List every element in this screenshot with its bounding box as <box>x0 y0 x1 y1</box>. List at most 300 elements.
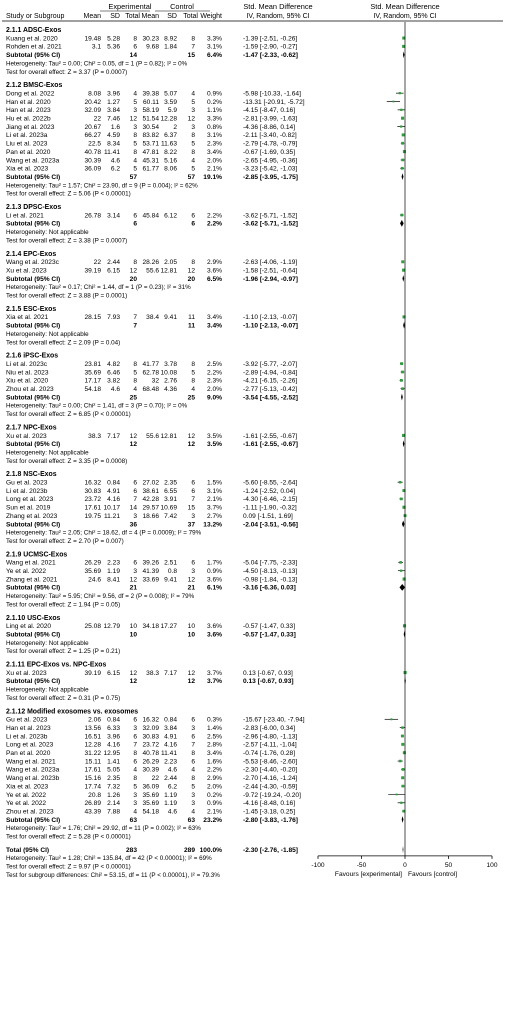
study-name: Zhou et al. 2023 <box>6 808 54 816</box>
exp-total: 8 <box>133 775 137 783</box>
exp-sd: 4.6 <box>110 386 120 393</box>
subgroup-stat: Heterogeneity: Tau² = 1.57; Chi² = 23.90, df = 9 (P = 0.004); I² = 62% <box>6 182 198 190</box>
subgroup-stat: Test for overall effect: Z = 1.94 (P = 0.05) <box>6 601 121 609</box>
exp-total: 4 <box>133 90 137 98</box>
effect-square <box>400 379 403 382</box>
subtotal-ctrl-total: 20 <box>187 275 195 283</box>
ctrl-mean: 29.57 <box>142 504 159 512</box>
exp-total: 8 <box>133 259 137 267</box>
subgroup-title: 2.1.11 EPC-Exos vs. NPC-Exos <box>6 661 107 669</box>
weight-value: 3.6% <box>206 576 222 584</box>
ctrl-sd: 17.27 <box>160 623 177 631</box>
weight-value: 1.1% <box>206 107 222 115</box>
study-column-header: Study or Subgroup <box>6 13 65 20</box>
smd-subheader: IV, Random, 95% CI <box>246 13 310 20</box>
subtotal-ci: -1.61 [-2.55, -0.67] <box>243 441 298 449</box>
subtotal-label: Subtotal (95% CI) <box>6 521 61 529</box>
subtotal-exp-total: 57 <box>129 173 137 181</box>
exp-total: 3 <box>133 724 137 732</box>
smd-ci-value: -2.57 [-4.11, -1.04] <box>243 741 297 749</box>
subtotal-label: Subtotal (95% CI) <box>6 816 61 824</box>
effect-square <box>402 133 405 136</box>
total-ctrl: 289 <box>183 846 195 854</box>
exp-sd: 1.26 <box>107 791 120 799</box>
experimental-header: Experimental <box>108 2 152 11</box>
exp-sd: 5.36 <box>107 43 120 51</box>
exp-total: 6 <box>133 479 137 487</box>
ctrl-mean: 26.29 <box>142 758 159 766</box>
x-tick-label: -100 <box>311 861 325 869</box>
subtotal-weight: 6.5% <box>206 275 222 283</box>
smd-ci-value: -1.10 [-2.13, -0.07] <box>243 314 298 322</box>
smd-ci-value: -13.31 [-20.91, -5.72] <box>243 98 305 106</box>
subtotal-weight: 3.5% <box>206 441 222 449</box>
ctrl-sd: 12.28 <box>160 115 177 123</box>
mean-header: Mean <box>141 13 159 20</box>
exp-total: 4 <box>133 386 137 393</box>
exp-mean: 8.08 <box>88 90 101 98</box>
exp-total: 8 <box>133 35 137 43</box>
sd-header: SD <box>167 13 177 20</box>
study-name: Pan et al. 2020 <box>6 148 51 156</box>
ctrl-mean: 41.77 <box>142 360 159 368</box>
smd-ci-value: -15.67 [-23.40, -7.94] <box>243 716 305 724</box>
study-name: Li et al. 2023a <box>6 132 48 140</box>
weight-value: 1.7% <box>206 559 222 567</box>
exp-sd: 2.44 <box>107 259 120 267</box>
total-header: Total <box>183 13 198 20</box>
subtotal-exp-total: 6 <box>133 220 137 228</box>
ctrl-total: 3 <box>191 724 195 732</box>
subtotal-weight: 23.2% <box>203 816 222 824</box>
ctrl-total: 6 <box>191 559 195 567</box>
weight-value: 3.3% <box>206 115 222 123</box>
ctrl-total: 4 <box>191 766 195 774</box>
weight-value: 0.8% <box>206 123 222 131</box>
ctrl-mean: 68.48 <box>142 386 159 393</box>
smd-ci-value: -5.04 [-7.75, -2.33] <box>243 559 298 567</box>
exp-mean: 22 <box>93 115 101 123</box>
ctrl-total: 8 <box>191 148 195 156</box>
ctrl-sd: 3.91 <box>164 496 177 504</box>
weight-value: 2.5% <box>206 360 222 368</box>
ctrl-mean: 42.28 <box>142 496 159 504</box>
subtotal-exp-total: 12 <box>129 441 137 449</box>
ctrl-mean: 32 <box>151 377 159 385</box>
subgroup-stat: Heterogeneity: Not applicable <box>6 639 89 647</box>
subtotal-weight: 9.0% <box>206 394 222 402</box>
subtotal-ctrl-total: 6 <box>191 220 195 228</box>
ctrl-sd: 1.19 <box>164 791 177 799</box>
exp-mean: 19.75 <box>84 512 101 520</box>
smd-ci-value: -1.61 [-2.55, -0.67] <box>243 432 298 440</box>
ctrl-mean: 27.02 <box>142 479 159 487</box>
sd-header: SD <box>110 13 120 20</box>
ctrl-mean: 33.69 <box>142 576 159 584</box>
subgroup-stat: Heterogeneity: Not applicable <box>6 686 89 694</box>
weight-value: 0.2% <box>206 98 222 106</box>
ctrl-total: 6 <box>191 479 195 487</box>
ctrl-sd: 2.05 <box>164 259 177 267</box>
ctrl-total: 5 <box>191 140 195 148</box>
weight-value: 3.4% <box>206 314 222 322</box>
subtotal-diamond <box>403 440 405 447</box>
subgroup-title: 2.1.8 NSC-Exos <box>6 471 57 479</box>
subtotal-ci: -1.47 [-2.33, -0.62] <box>243 52 298 60</box>
smd-ci-value: -5.53 [-8.46, -2.60] <box>243 758 298 766</box>
exp-mean: 2.06 <box>88 716 101 724</box>
exp-total: 6 <box>133 487 137 495</box>
ctrl-sd: 2.51 <box>164 559 177 567</box>
smd-ci-value: -3.62 [-5.71, -1.52] <box>243 212 298 220</box>
exp-total: 8 <box>133 148 137 156</box>
ctrl-sd: 2.76 <box>164 377 177 385</box>
weight-value: 2.2% <box>206 369 222 377</box>
subtotal-ci: -2.80 [-3.83, -1.76] <box>243 816 298 824</box>
subtotal-exp-total: 14 <box>129 52 137 60</box>
study-name: Gu et al. 2023 <box>6 716 48 724</box>
ctrl-sd: 12.81 <box>160 267 177 275</box>
exp-total: 7 <box>133 496 137 504</box>
exp-sd: 2.23 <box>107 559 120 567</box>
exp-sd: 6.46 <box>107 369 120 377</box>
exp-total: 3 <box>133 107 137 115</box>
subtotal-weight: 19.1% <box>203 173 222 181</box>
ctrl-sd: 9.41 <box>164 314 177 322</box>
smd-ci-value: -2.89 [-4.94, -0.84] <box>243 369 298 377</box>
study-name: Zhang et al. 2023 <box>6 512 58 520</box>
smd-ci-value: -4.16 [-8.48, 0.16] <box>243 800 296 808</box>
ctrl-sd: 4.16 <box>164 741 177 749</box>
smd-ci-value: -1.45 [-3.18, 0.25] <box>243 808 296 816</box>
weight-value: 2.3% <box>206 377 222 385</box>
exp-total: 6 <box>133 733 137 741</box>
smd-ci-value: -2.81 [-3.99, -1.63] <box>243 115 298 123</box>
effect-square <box>400 214 403 217</box>
subgroup-stat: Test for overall effect: Z = 3.88 (P = 0.0001) <box>6 292 128 300</box>
effect-square <box>400 125 402 127</box>
ctrl-mean: 28.26 <box>142 259 159 267</box>
smd-ci-value: -3.92 [-5.77, -2.07] <box>243 360 298 368</box>
effect-square <box>399 481 402 484</box>
effect-square <box>401 260 404 263</box>
study-name: Dong et al. 2022 <box>6 90 55 98</box>
ctrl-total: 12 <box>187 576 195 584</box>
subgroup-stat: Heterogeneity: Tau² = 5.95; Chi² = 9.56, df = 2 (P = 0.008); I² = 79% <box>6 593 195 601</box>
exp-total: 12 <box>129 432 137 440</box>
ctrl-sd: 3.84 <box>164 724 177 732</box>
study-name: Wang et al. 2021 <box>6 758 56 766</box>
exp-mean: 17.17 <box>84 377 101 385</box>
exp-mean: 20.67 <box>84 123 101 131</box>
subtotal-label: Subtotal (95% CI) <box>6 52 61 60</box>
exp-mean: 12.28 <box>84 741 101 749</box>
ctrl-mean: 30.54 <box>142 123 159 131</box>
ctrl-sd: 8.06 <box>164 165 177 173</box>
study-name: Li et al. 2023b <box>6 487 48 495</box>
smd-ci-value: -1.24 [-2.52, 0.04] <box>243 487 296 495</box>
weight-value: 3.4% <box>206 750 222 757</box>
ctrl-total: 12 <box>187 432 195 440</box>
effect-square <box>401 117 404 120</box>
subtotal-ctrl-total: 15 <box>187 52 195 60</box>
exp-total: 5 <box>133 140 137 148</box>
subtotal-ctrl-total: 25 <box>187 394 195 402</box>
x-tick-label: 100 <box>486 861 498 869</box>
ctrl-mean: 47.81 <box>142 148 159 156</box>
exp-total: 4 <box>133 808 137 816</box>
subtotal-exp-total: 20 <box>129 275 137 283</box>
subgroup-stat: Test for overall effect: Z = 3.35 (P = 0.0008) <box>6 457 128 465</box>
ctrl-total: 6 <box>191 733 195 741</box>
smd-ci-value: -2.30 [-4.40, -0.20] <box>243 766 298 774</box>
subgroup-title: 2.1.6 iPSC-Exos <box>6 352 59 360</box>
exp-sd: 5.05 <box>107 766 120 774</box>
exp-sd: 4.6 <box>110 157 120 165</box>
ctrl-total: 12 <box>187 267 195 275</box>
smd-plot-subheader: IV, Random, 95% CI <box>373 13 437 20</box>
exp-total: 3 <box>133 791 137 799</box>
subtotal-weight: 13.2% <box>203 521 222 529</box>
control-header: Control <box>170 2 194 11</box>
weight-value: 3.7% <box>206 669 222 677</box>
weight-value: 2.0% <box>206 157 222 165</box>
subtotal-exp-total: 7 <box>133 322 137 330</box>
study-name: Zhang et al. 2021 <box>6 576 58 584</box>
exp-sd: 3.82 <box>107 377 120 385</box>
study-name: Zhou et al. 2023 <box>6 386 54 393</box>
exp-mean: 17.61 <box>84 504 101 512</box>
study-name: Pan et al. 2020 <box>6 750 51 757</box>
study-name: Ye et al. 2022 <box>6 791 47 799</box>
subtotal-ci: -2.85 [-3.95, -1.75] <box>243 173 298 181</box>
exp-total: 5 <box>133 165 137 173</box>
subgroup-title: 2.1.1 ADSC-Exos <box>6 27 62 34</box>
ctrl-sd: 0.8 <box>167 568 177 575</box>
ctrl-mean: 18.66 <box>142 512 159 520</box>
ctrl-total: 5 <box>191 98 195 106</box>
ctrl-total: 15 <box>187 504 195 512</box>
subgroup-stat: Heterogeneity: Not applicable <box>6 449 89 457</box>
weight-header: Weight <box>200 13 222 20</box>
ctrl-mean: 53.71 <box>142 140 159 148</box>
ctrl-mean: 45.31 <box>142 157 159 165</box>
total-weight: 100.0% <box>199 846 222 854</box>
effect-square <box>400 362 403 365</box>
ctrl-total: 4 <box>191 90 195 98</box>
study-name: Li et al. 2023c <box>6 360 48 368</box>
exp-sd: 3.96 <box>107 90 120 98</box>
study-name: Xu et al. 2023 <box>6 669 47 677</box>
subgroup-stat: Test for overall effect: Z = 3.37 (P = 0.0007) <box>6 68 128 76</box>
ctrl-sd: 5.07 <box>164 90 177 98</box>
study-name: Sun et al. 2019 <box>6 504 51 512</box>
subtotal-diamond <box>400 220 404 227</box>
subgroup-title: 2.1.5 ESC-Exos <box>6 305 57 313</box>
ctrl-sd: 11.63 <box>160 140 177 148</box>
ctrl-mean: 38.61 <box>142 487 159 495</box>
exp-sd: 8.41 <box>107 576 120 584</box>
exp-sd: 4.16 <box>107 496 120 504</box>
exp-sd: 12.95 <box>103 750 120 757</box>
weight-value: 2.0% <box>206 386 222 393</box>
ctrl-sd: 2 <box>173 123 177 131</box>
weight-value: 0.9% <box>206 800 222 808</box>
ctrl-sd: 4.36 <box>164 386 177 393</box>
smd-ci-value: -9.72 [-19.24, -0.20] <box>243 791 301 799</box>
overall-stat: Heterogeneity: Tau² = 1.28; Chi² = 135.84, df = 42 (P < 0.00001); I² = 69% <box>6 855 212 863</box>
study-name: Jiang et al. 2023 <box>6 123 55 131</box>
effect-square <box>401 159 404 162</box>
subgroup-stat: Test for overall effect: Z = 5.06 (P < 0.00001) <box>6 190 131 198</box>
subgroup-stat: Heterogeneity: Tau² = 2.05; Chi² = 18.62, df = 4 (P = 0.0009); I² = 79% <box>6 529 202 537</box>
smd-ci-value: 0.09 [-1.51, 1.69] <box>243 512 293 520</box>
subtotal-ctrl-total: 21 <box>187 584 195 592</box>
exp-sd: 8.34 <box>107 140 120 148</box>
study-name: Ye et al. 2022 <box>6 800 47 808</box>
subtotal-weight: 6.4% <box>206 52 222 60</box>
smd-ci-value: -1.59 [-2.90, -0.27] <box>243 43 298 51</box>
effect-square <box>403 624 406 627</box>
exp-total: 12 <box>129 669 137 677</box>
weight-value: 0.9% <box>206 90 222 98</box>
ctrl-sd: 6.55 <box>164 487 177 495</box>
exp-sd: 0.84 <box>107 479 120 487</box>
subgroup-stat: Test for overall effect: Z = 2.70 (P = 0.007) <box>6 537 124 545</box>
ctrl-sd: 4.91 <box>164 733 177 741</box>
ctrl-total: 11 <box>188 314 195 322</box>
subgroup-stat: Heterogeneity: Tau² = 0.00; Chi² = 0.05, df = 1 (P = 0.82); I² = 0% <box>6 60 188 68</box>
effect-square <box>399 561 402 564</box>
weight-value: 2.1% <box>206 496 222 504</box>
effect-square <box>396 794 398 796</box>
exp-sd: 2.14 <box>107 800 120 808</box>
exp-mean: 16.51 <box>84 733 101 741</box>
ctrl-mean: 51.54 <box>142 115 159 123</box>
ctrl-mean: 16.32 <box>142 716 159 724</box>
exp-total: 6 <box>133 716 137 724</box>
subtotal-diamond <box>402 275 404 282</box>
subtotal-label: Subtotal (95% CI) <box>6 275 61 283</box>
ctrl-mean: 22 <box>151 775 159 783</box>
ctrl-sd: 0.84 <box>164 716 177 724</box>
study-name: Kuang et al. 2020 <box>6 35 58 43</box>
exp-total: 4 <box>133 157 137 165</box>
exp-mean: 17.74 <box>84 783 101 791</box>
ctrl-mean: 30.39 <box>142 766 159 774</box>
ctrl-sd: 12.81 <box>160 432 177 440</box>
ctrl-total: 3 <box>191 800 195 808</box>
subtotal-diamond <box>399 584 405 591</box>
ctrl-sd: 6.37 <box>164 132 177 140</box>
ctrl-mean: 32.09 <box>142 724 159 732</box>
ctrl-sd: 6.2 <box>167 783 177 791</box>
subgroup-title: 2.1.9 UCMSC-Exos <box>6 551 68 559</box>
study-name: Han et al. 2023 <box>6 107 51 115</box>
study-name: Han et al. 2023 <box>6 724 51 732</box>
subtotal-ci: -1.10 [-2.13, -0.07] <box>243 322 298 330</box>
smd-ci-value: -4.21 [-6.15, -2.26] <box>243 377 298 385</box>
ctrl-sd: 2.35 <box>164 479 177 487</box>
subtotal-exp-total: 25 <box>129 394 137 402</box>
exp-mean: 31.22 <box>84 750 101 757</box>
ctrl-total: 3 <box>191 568 195 575</box>
ctrl-total: 8 <box>191 35 195 43</box>
exp-sd: 2.35 <box>107 775 120 783</box>
subtotal-exp-total: 63 <box>129 816 137 824</box>
subtotal-ctrl-total: 63 <box>187 816 195 824</box>
subtotal-ci: -3.54 [-4.55, -2.52] <box>243 394 298 402</box>
ctrl-sd: 7.17 <box>164 669 177 677</box>
smd-ci-value: -2.65 [-4.95, -0.36] <box>243 157 298 165</box>
effect-square <box>399 760 402 763</box>
ctrl-mean: 34.18 <box>142 623 159 631</box>
subtotal-ci: -2.04 [-3.51, -0.56] <box>243 521 298 529</box>
exp-total: 5 <box>133 98 137 106</box>
subtotal-diamond <box>401 394 403 401</box>
ctrl-total: 4 <box>191 808 195 816</box>
ctrl-total: 7 <box>191 496 195 504</box>
smd-ci-value: -2.77 [-5.13, -0.42] <box>243 386 298 393</box>
effect-square <box>401 743 404 746</box>
exp-mean: 39.19 <box>84 267 101 275</box>
ctrl-sd: 3.59 <box>164 98 177 106</box>
exp-total: 5 <box>133 369 137 377</box>
total-exp: 283 <box>125 846 137 854</box>
weight-value: 3.6% <box>206 623 222 631</box>
effect-square <box>402 768 405 771</box>
subgroup-stat: Heterogeneity: Tau² = 1.76; Chi² = 29.92, df = 11 (P = 0.002); I² = 63% <box>6 825 201 833</box>
weight-value: 2.8% <box>206 741 222 749</box>
exp-total: 8 <box>133 360 137 368</box>
exp-sd: 7.17 <box>107 432 120 440</box>
smd-ci-value: -4.15 [-8.47, 0.16] <box>243 107 296 115</box>
exp-mean: 66.27 <box>84 132 101 140</box>
study-name: Rohden et al. 2021 <box>6 43 62 51</box>
smd-ci-value: -0.98 [-1.84, -0.13] <box>243 576 298 584</box>
ctrl-total: 3 <box>191 123 195 131</box>
exp-mean: 28.15 <box>84 314 101 322</box>
ctrl-sd: 8.92 <box>164 35 177 43</box>
smd-plot-header: Std. Mean Difference <box>370 2 440 11</box>
smd-ci-value: -2.63 [-4.06, -1.19] <box>243 259 298 267</box>
exp-sd: 12.79 <box>103 623 120 631</box>
subgroup-title: 2.1.7 NPC-Exos <box>6 424 57 432</box>
subtotal-diamond <box>402 816 404 823</box>
exp-mean: 25.08 <box>84 623 101 631</box>
exp-total: 3 <box>133 568 137 575</box>
exp-total: 8 <box>133 132 137 140</box>
study-name: Wang et al. 2023c <box>6 259 59 267</box>
exp-sd: 1.6 <box>110 123 120 131</box>
weight-value: 3.4% <box>206 148 222 156</box>
subgroup-stat: Test for overall effect: Z = 3.38 (P = 0.0007) <box>6 237 128 245</box>
ctrl-mean: 61.77 <box>142 165 159 173</box>
weight-value: 1.4% <box>206 724 222 732</box>
subgroup-stat: Heterogeneity: Tau² = 0.00; Chi² = 1.41, df = 3 (P = 0.70); I² = 0% <box>6 402 188 410</box>
ctrl-total: 7 <box>191 741 195 749</box>
exp-total: 12 <box>129 115 137 123</box>
subgroup-stat: Heterogeneity: Not applicable <box>6 330 89 338</box>
smd-header: Std. Mean Difference <box>243 2 313 11</box>
ctrl-sd: 7.42 <box>164 512 177 520</box>
effect-square <box>403 150 406 153</box>
ctrl-total: 12 <box>187 115 195 123</box>
exp-sd: 7.93 <box>107 314 120 322</box>
study-name: Niu et al. 2023 <box>6 369 49 377</box>
weight-value: 0.2% <box>206 791 222 799</box>
ctrl-total: 5 <box>191 783 195 791</box>
